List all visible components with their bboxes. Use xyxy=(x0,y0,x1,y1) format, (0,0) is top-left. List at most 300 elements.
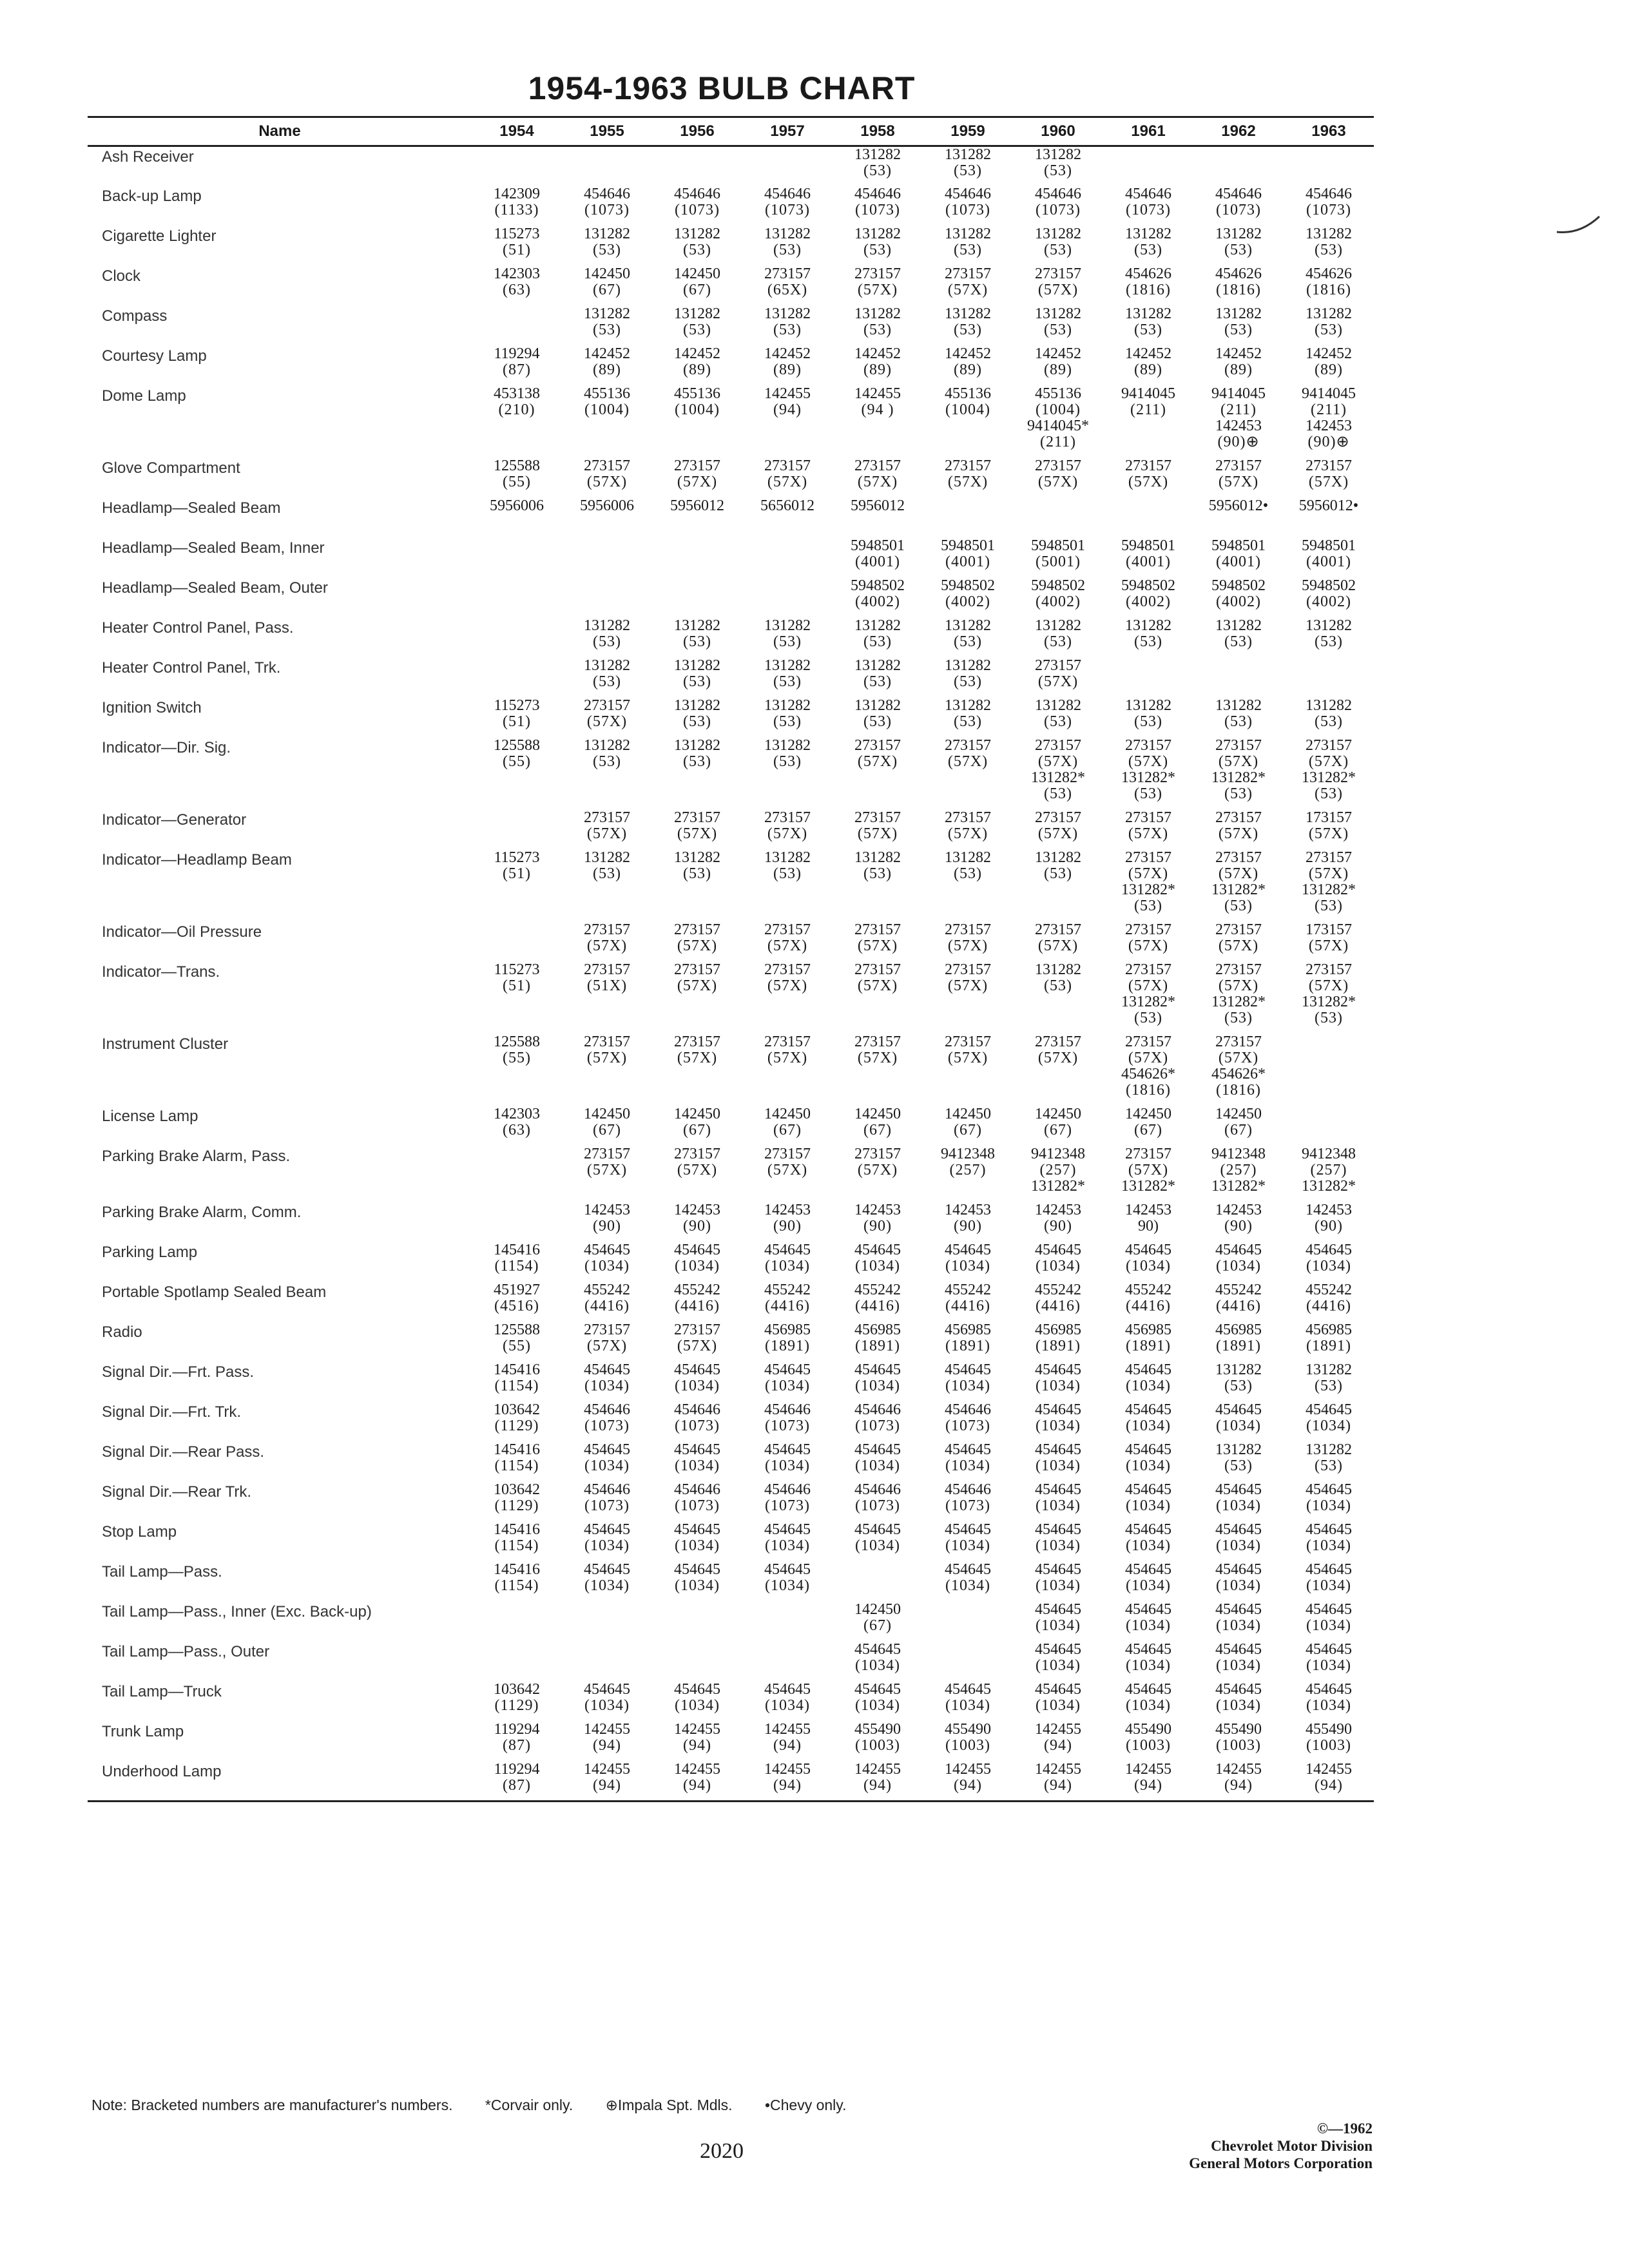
bulb-cell xyxy=(923,1562,1013,1602)
part-number: 142450 xyxy=(1035,1106,1081,1122)
bulb-cell xyxy=(742,538,833,578)
trade-number: (1034) xyxy=(1036,1657,1081,1674)
part-number: 142453 xyxy=(1215,417,1262,434)
part-number: 454645 xyxy=(1306,1481,1352,1498)
trade-number: (90) xyxy=(1044,1217,1072,1235)
part-number: 454645 xyxy=(1125,1481,1171,1498)
part-number: 131282 xyxy=(1306,697,1352,714)
trade-number: (57X) xyxy=(1128,865,1169,882)
bulb-cell xyxy=(742,658,833,698)
bulb-cell xyxy=(472,386,562,458)
part-number: 455490 xyxy=(854,1721,901,1738)
trade-number: (94) xyxy=(773,1736,802,1754)
part-number: 273157 xyxy=(584,457,630,474)
bulb-cell xyxy=(1013,810,1103,850)
trade-number: (1034) xyxy=(1036,1497,1081,1514)
part-number: 454646 xyxy=(1306,186,1352,202)
trade-number: (89) xyxy=(593,361,621,378)
bulb-cell xyxy=(923,1762,1013,1802)
trade-number: (53) xyxy=(1044,713,1072,730)
trade-number: (90) xyxy=(1224,1217,1253,1235)
bulb-cell xyxy=(1013,698,1103,738)
trade-number: (53) xyxy=(1315,321,1343,338)
bulb-cell xyxy=(742,1482,833,1522)
bulb-cell xyxy=(1013,578,1103,618)
trade-number: (1034) xyxy=(945,1457,990,1474)
bulb-cell xyxy=(833,1602,923,1642)
bulb-cell xyxy=(472,1402,562,1442)
bulb-cell xyxy=(652,618,742,658)
bulb-cell xyxy=(923,1202,1013,1242)
trade-number: (1154) xyxy=(494,1577,539,1594)
bulb-cell xyxy=(1284,1362,1374,1402)
bulb-cell xyxy=(742,1682,833,1722)
trade-number: (57X) xyxy=(1308,937,1349,954)
trade-number: (57X) xyxy=(586,473,628,490)
bulb-cell xyxy=(1103,922,1193,962)
bulb-cell xyxy=(472,1602,562,1642)
row-name: Tail Lamp—Pass., Outer xyxy=(102,1642,270,1660)
bulb-cell xyxy=(1284,698,1374,738)
bulb-cell xyxy=(472,1146,562,1202)
part-number: 273157 xyxy=(1035,737,1081,754)
row-name: License Lamp xyxy=(102,1107,198,1125)
bulb-cell xyxy=(833,498,923,538)
part-number: 9414045 xyxy=(1302,385,1356,402)
part-number: 454646 xyxy=(945,1481,991,1498)
bulb-cell xyxy=(1284,578,1374,618)
row-name: Indicator—Generator xyxy=(102,811,247,829)
bulb-cell xyxy=(742,1146,833,1202)
bulb-cell xyxy=(1284,458,1374,498)
part-number: 142455 xyxy=(674,1761,720,1778)
trade-number: (53) xyxy=(593,753,621,770)
bulb-cell xyxy=(1284,810,1374,850)
table-row xyxy=(88,1146,1374,1202)
part-number: 456985 xyxy=(945,1321,991,1338)
bulb-cell xyxy=(1013,538,1103,578)
bulb-cell xyxy=(652,346,742,386)
part-number: 145416 xyxy=(494,1521,540,1538)
trade-number: (211) xyxy=(1310,401,1347,418)
part-number: 5948502 xyxy=(1302,577,1356,594)
part-number: 454645 xyxy=(674,1441,720,1458)
copyright-division: Chevrolet Motor Division xyxy=(1211,2138,1373,2154)
trade-number: (90)⊕ xyxy=(1217,433,1260,450)
bulb-cell xyxy=(833,1322,923,1362)
trade-number: (4001) xyxy=(1126,553,1171,570)
part-number: 9414045 xyxy=(1121,385,1175,402)
part-number: 131282 xyxy=(1035,617,1081,634)
part-number: 103642 xyxy=(494,1401,540,1418)
part-number: 454645 xyxy=(1035,1681,1081,1698)
part-number: 142455 xyxy=(1215,1761,1262,1778)
trade-number: (1034) xyxy=(1036,1617,1081,1634)
part-number: 142453 xyxy=(584,1202,630,1218)
trade-number: (57X) xyxy=(1128,937,1169,954)
trade-number: (1034) xyxy=(945,1577,990,1594)
part-number: 454646 xyxy=(854,186,901,202)
trade-number: (89) xyxy=(863,361,892,378)
column-header-1955: 1955 xyxy=(562,117,652,146)
bulb-cell xyxy=(1103,146,1193,186)
part-number: 455242 xyxy=(584,1282,630,1298)
part-number: 131282 xyxy=(674,737,720,754)
bulb-cell xyxy=(923,186,1013,226)
bulb-cell xyxy=(1284,538,1374,578)
bulb-cell xyxy=(1013,738,1103,810)
part-number: 131282 xyxy=(1035,226,1081,242)
bulb-cell xyxy=(652,266,742,306)
part-number: 273157 xyxy=(854,1146,901,1162)
trade-number: (1034) xyxy=(1036,1377,1081,1394)
trade-number: (5001) xyxy=(1036,553,1081,570)
bulb-cell xyxy=(1103,498,1193,538)
part-number: 455490 xyxy=(945,1721,991,1738)
part-number: 273157 xyxy=(1125,921,1171,938)
trade-number: (1034) xyxy=(855,1696,900,1714)
trade-number: (57X) xyxy=(857,281,898,298)
bulb-cell xyxy=(562,658,652,698)
bulb-cell xyxy=(923,498,1013,538)
part-number: 454645 xyxy=(1035,1601,1081,1618)
bulb-cell xyxy=(923,578,1013,618)
bulb-cell xyxy=(652,1034,742,1106)
bulb-cell xyxy=(923,458,1013,498)
trade-number: (53) xyxy=(1134,633,1162,650)
table-row xyxy=(88,1242,1374,1282)
table-row xyxy=(88,810,1374,850)
trade-number: (1129) xyxy=(494,1696,539,1714)
bulb-cell xyxy=(1013,266,1103,306)
trade-number: (57X) xyxy=(586,713,628,730)
trade-number: (57X) xyxy=(857,753,898,770)
trade-number: (53) xyxy=(593,633,621,650)
table-row xyxy=(88,850,1374,922)
part-number: 131282 xyxy=(584,617,630,634)
part-number: 273157 xyxy=(1215,849,1262,866)
part-number: 119294 xyxy=(494,345,540,362)
part-number: 273157 xyxy=(854,457,901,474)
bulb-cell xyxy=(742,266,833,306)
bulb-cell xyxy=(1193,1034,1284,1106)
bulb-cell xyxy=(833,618,923,658)
part-number: 131282* xyxy=(1211,993,1266,1010)
bulb-cell xyxy=(1013,922,1103,962)
trade-number: (55) xyxy=(503,753,531,770)
page-number: 2020 xyxy=(700,2139,744,2163)
bulb-cell xyxy=(652,1106,742,1146)
row-name: Tail Lamp—Pass., Inner (Exc. Back-up) xyxy=(102,1602,372,1620)
part-number: 456985 xyxy=(1306,1321,1352,1338)
trade-number: (53) xyxy=(1224,1457,1253,1474)
bulb-cell xyxy=(562,1402,652,1442)
part-number: 9412348 xyxy=(1211,1146,1266,1162)
bulb-cell xyxy=(1284,1242,1374,1282)
trade-number: (1073) xyxy=(855,201,900,218)
part-number: 273157 xyxy=(764,921,811,938)
bulb-cell xyxy=(652,922,742,962)
part-number: 454646 xyxy=(584,1481,630,1498)
bulb-cell xyxy=(1193,962,1284,1034)
bulb-cell xyxy=(472,810,562,850)
bulb-cell xyxy=(742,1282,833,1322)
trade-number: (1004) xyxy=(675,401,720,418)
trade-number: (57X) xyxy=(1218,1049,1259,1066)
trade-number: (57X) xyxy=(1128,1161,1169,1178)
part-number: 131282 xyxy=(1215,1441,1262,1458)
bulb-cell xyxy=(833,738,923,810)
part-number: 131282 xyxy=(584,737,630,754)
table-row xyxy=(88,1402,1374,1442)
part-number: 455242 xyxy=(1306,1282,1352,1298)
part-number: 5948501 xyxy=(1302,537,1356,554)
bulb-cell xyxy=(1193,738,1284,810)
trade-number: (94) xyxy=(1224,1776,1253,1794)
part-number: 273157 xyxy=(1035,809,1081,826)
trade-number: (57X) xyxy=(1218,473,1259,490)
column-header-1956: 1956 xyxy=(652,117,742,146)
trade-number: (94 ) xyxy=(861,401,894,418)
bulb-cell xyxy=(1193,810,1284,850)
bulb-cell xyxy=(562,962,652,1034)
part-number: 454645 xyxy=(1125,1361,1171,1378)
bulb-cell xyxy=(1284,306,1374,346)
part-number: 454645 xyxy=(854,1441,901,1458)
bulb-cell xyxy=(833,538,923,578)
bulb-cell xyxy=(833,698,923,738)
bulb-cell xyxy=(472,578,562,618)
part-number: 454645 xyxy=(584,1441,630,1458)
part-number: 142453 xyxy=(1306,417,1352,434)
trade-number: (1073) xyxy=(945,1497,990,1514)
bulb-cell xyxy=(1284,1562,1374,1602)
part-number: 131282* xyxy=(1302,1177,1356,1195)
bulb-cell xyxy=(562,922,652,962)
trade-number: (87) xyxy=(503,361,531,378)
bulb-cell xyxy=(1193,1722,1284,1762)
bulb-cell xyxy=(1284,498,1374,538)
trade-number: (1073) xyxy=(675,1497,720,1514)
trade-number: (90) xyxy=(954,1217,982,1235)
part-number: 454646 xyxy=(1125,186,1171,202)
table-row xyxy=(88,1442,1374,1482)
part-number: 273157 xyxy=(1306,849,1352,866)
trade-number: (1073) xyxy=(855,1417,900,1434)
trade-number: (94) xyxy=(773,401,802,418)
part-number: 454646 xyxy=(584,1401,630,1418)
trade-number: (4001) xyxy=(945,553,990,570)
part-number: 273157 xyxy=(1215,961,1262,978)
part-number: 454645 xyxy=(764,1361,811,1378)
part-number: 454646 xyxy=(764,1481,811,1498)
trade-number: (1073) xyxy=(1036,201,1081,218)
part-number: 455242 xyxy=(764,1282,811,1298)
bulb-cell xyxy=(652,1402,742,1442)
trade-number: (4002) xyxy=(1306,593,1351,610)
bulb-cell xyxy=(1284,1034,1374,1106)
bulb-cell xyxy=(923,226,1013,266)
bulb-cell xyxy=(1013,658,1103,698)
trade-number: (1073) xyxy=(1216,201,1261,218)
trade-number: (87) xyxy=(503,1776,531,1794)
trade-number: (53) xyxy=(863,241,892,258)
part-number: 131282* xyxy=(1031,1177,1085,1195)
trade-number: (89) xyxy=(954,361,982,378)
trade-number: (57X) xyxy=(586,937,628,954)
bulb-cell xyxy=(742,698,833,738)
trade-number: (1073) xyxy=(945,1417,990,1434)
trade-number: (53) xyxy=(1044,865,1072,882)
trade-number: (53) xyxy=(1224,1377,1253,1394)
trade-number: (53) xyxy=(863,865,892,882)
bulb-cell xyxy=(1103,738,1193,810)
bulb-cell xyxy=(1013,458,1103,498)
trade-number: (1034) xyxy=(1216,1257,1261,1274)
part-number: 454645 xyxy=(1215,1681,1262,1698)
part-number: 131282 xyxy=(764,737,811,754)
bulb-cell xyxy=(742,810,833,850)
part-number: 273157 xyxy=(854,921,901,938)
part-number: 131282 xyxy=(764,657,811,674)
trade-number: (53) xyxy=(1315,1457,1343,1474)
part-number: 5956012 xyxy=(851,497,905,514)
bulb-cell xyxy=(1193,922,1284,962)
bulb-cell xyxy=(472,922,562,962)
bulb-cell xyxy=(923,738,1013,810)
bulb-cell xyxy=(1103,1242,1193,1282)
bulb-cell xyxy=(1193,226,1284,266)
bulb-cell xyxy=(652,850,742,922)
row-name: Indicator—Oil Pressure xyxy=(102,923,262,941)
row-name: Dome Lamp xyxy=(102,387,186,405)
bulb-cell xyxy=(742,962,833,1034)
row-name: Ash Receiver xyxy=(102,148,194,166)
part-number: 131282 xyxy=(584,226,630,242)
trade-number: (53) xyxy=(1134,1009,1162,1026)
row-name: Cigarette Lighter xyxy=(102,227,217,245)
part-number: 131282 xyxy=(854,617,901,634)
part-number: 454645 xyxy=(674,1681,720,1698)
bulb-cell xyxy=(1193,1762,1284,1802)
bulb-cell xyxy=(1193,146,1284,186)
part-number: 273157 xyxy=(764,961,811,978)
bulb-cell xyxy=(833,266,923,306)
part-number: 454645 xyxy=(945,1441,991,1458)
bulb-cell xyxy=(833,1106,923,1146)
bulb-cell xyxy=(742,618,833,658)
part-number: 115273 xyxy=(494,226,540,242)
part-number: 142455 xyxy=(854,385,901,402)
part-number: 455136 xyxy=(945,385,991,402)
bulb-cell xyxy=(562,1522,652,1562)
trade-number: (1891) xyxy=(1216,1337,1261,1354)
part-number: 142452 xyxy=(764,345,811,362)
bulb-cell xyxy=(1013,1202,1103,1242)
bulb-cell xyxy=(833,306,923,346)
part-number: 9412348 xyxy=(1031,1146,1085,1162)
part-number: 454645 xyxy=(1125,1681,1171,1698)
row-name: Heater Control Panel, Pass. xyxy=(102,619,294,637)
trade-number: (89) xyxy=(1044,361,1072,378)
bulb-cell xyxy=(652,1322,742,1362)
trade-number: (57X) xyxy=(857,473,898,490)
part-number: 454645 xyxy=(1035,1521,1081,1538)
bulb-cell xyxy=(1103,538,1193,578)
bulb-cell xyxy=(472,1722,562,1762)
bulb-cell xyxy=(1013,618,1103,658)
part-number: 9414045* xyxy=(1027,417,1089,434)
trade-number: (1073) xyxy=(1126,201,1171,218)
part-number: 454646 xyxy=(1035,186,1081,202)
bulb-cell xyxy=(833,1146,923,1202)
trade-number: (1034) xyxy=(1216,1577,1261,1594)
trade-number: (1129) xyxy=(494,1417,539,1434)
part-number: 454626* xyxy=(1211,1065,1266,1082)
trade-number: (1816) xyxy=(1216,281,1261,298)
row-name: Indicator—Trans. xyxy=(102,963,220,981)
bulb-cell xyxy=(1013,186,1103,226)
bulb-cell xyxy=(472,1562,562,1602)
bulb-cell xyxy=(1013,1442,1103,1482)
part-number: 454645 xyxy=(945,1242,991,1258)
part-number: 454645 xyxy=(1125,1441,1171,1458)
row-name: Headlamp—Sealed Beam, Inner xyxy=(102,539,325,557)
part-number: 456985 xyxy=(1125,1321,1171,1338)
bulb-cell xyxy=(1284,186,1374,226)
trade-number: (1034) xyxy=(1126,1377,1171,1394)
bulb-cell xyxy=(742,186,833,226)
trade-number: (57X) xyxy=(767,473,808,490)
part-number: 142455 xyxy=(1035,1721,1081,1738)
part-number: 5948502 xyxy=(1121,577,1175,594)
part-number: 142450 xyxy=(764,1106,811,1122)
trade-number: (4416) xyxy=(1036,1297,1081,1314)
bulb-cell xyxy=(833,386,923,458)
bulb-cell xyxy=(652,578,742,618)
part-number: 273157 xyxy=(1215,737,1262,754)
bulb-cell xyxy=(652,1202,742,1242)
trade-number: (1816) xyxy=(1216,1081,1261,1099)
part-number: 131282 xyxy=(945,226,991,242)
trade-number: (57X) xyxy=(1218,753,1259,770)
bulb-cell xyxy=(1284,1522,1374,1562)
part-number: 273157 xyxy=(945,961,991,978)
bulb-cell xyxy=(1193,1202,1284,1242)
part-number: 273157 xyxy=(945,457,991,474)
trade-number: (53) xyxy=(683,865,711,882)
row-name: Headlamp—Sealed Beam, Outer xyxy=(102,579,328,597)
bulb-cell xyxy=(1284,226,1374,266)
trade-number: (63) xyxy=(503,281,531,298)
part-number: 142452 xyxy=(854,345,901,362)
bulb-cell xyxy=(833,658,923,698)
bulb-cell xyxy=(652,658,742,698)
row-name: Tail Lamp—Pass. xyxy=(102,1562,222,1581)
trade-number: (53) xyxy=(1044,977,1072,994)
part-number: 454646 xyxy=(854,1401,901,1418)
trade-number: (1034) xyxy=(1036,1696,1081,1714)
footnotes xyxy=(92,2097,1374,2114)
table-row xyxy=(88,346,1374,386)
bulb-cell xyxy=(472,1442,562,1482)
bulb-cell xyxy=(1103,850,1193,922)
trade-number: (94) xyxy=(593,1776,621,1794)
bulb-cell xyxy=(652,458,742,498)
trade-number: (1073) xyxy=(855,1497,900,1514)
trade-number: (94) xyxy=(1044,1736,1072,1754)
bulb-cell xyxy=(1013,1642,1103,1682)
